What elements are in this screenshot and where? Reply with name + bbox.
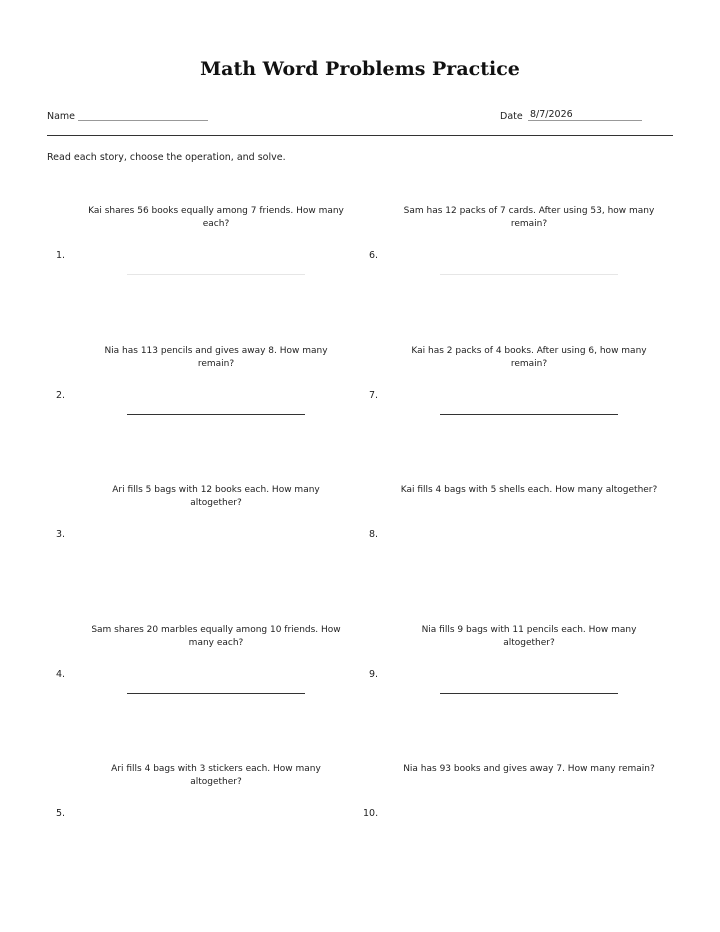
problem-number: 8.	[369, 529, 379, 540]
problem-2	[47, 345, 360, 484]
problem-8	[360, 484, 673, 623]
problem-text: Kai shares 56 books equally among 7 friends. How many each?	[88, 206, 344, 229]
problem-4	[47, 624, 360, 763]
problem-number: 5.	[56, 808, 66, 819]
problem-text: Kai fills 4 bags with 5 shells each. How many altogether?	[400, 485, 658, 495]
answer-line[interactable]	[440, 274, 618, 275]
name-field[interactable]	[78, 120, 208, 121]
problem-number: 9.	[369, 669, 379, 680]
problem-number: 1.	[56, 250, 66, 261]
problem-text: Nia fills 9 bags with 11 pencils each. How many altogether?	[421, 625, 637, 648]
problem-text: Sam has 12 packs of 7 cards. After using 53, how many remain?	[403, 206, 655, 229]
date-field[interactable]	[528, 120, 642, 121]
problem-7	[360, 345, 673, 484]
answer-line[interactable]	[127, 693, 305, 694]
problem-number: 6.	[369, 250, 379, 261]
problem-6	[360, 205, 673, 344]
worksheet-title: Math Word Problems Practice	[200, 58, 520, 80]
problem-10	[360, 763, 673, 902]
problem-1	[47, 205, 360, 344]
answer-line[interactable]	[127, 274, 305, 275]
problem-9	[360, 624, 673, 763]
answer-line[interactable]	[440, 693, 618, 694]
problem-number: 3.	[56, 529, 66, 540]
instructions: Read each story, choose the operation, and solve.	[47, 152, 286, 163]
problem-number: 10.	[363, 808, 379, 819]
problem-text: Ari fills 4 bags with 3 stickers each. How many altogether?	[111, 764, 321, 787]
problem-number: 2.	[56, 390, 66, 401]
problem-number: 4.	[56, 669, 66, 680]
answer-line[interactable]	[440, 414, 618, 415]
problem-3	[47, 484, 360, 623]
problem-number: 7.	[369, 390, 379, 401]
date-value: 8/7/2026	[530, 109, 573, 120]
problem-5	[47, 763, 360, 902]
header-divider	[47, 135, 673, 136]
problem-text: Ari fills 5 bags with 12 books each. How many altogether?	[112, 485, 320, 508]
name-label: Name	[47, 111, 76, 122]
problem-text: Kai has 2 packs of 4 books. After using 6, how many remain?	[411, 346, 647, 369]
problem-text: Sam shares 20 marbles equally among 10 friends. How many each?	[91, 625, 341, 648]
problem-text: Nia has 113 pencils and gives away 8. How many remain?	[104, 346, 328, 369]
problem-text: Nia has 93 books and gives away 7. How many remain?	[403, 764, 655, 774]
date-label: Date	[500, 111, 523, 122]
answer-line[interactable]	[127, 414, 305, 415]
